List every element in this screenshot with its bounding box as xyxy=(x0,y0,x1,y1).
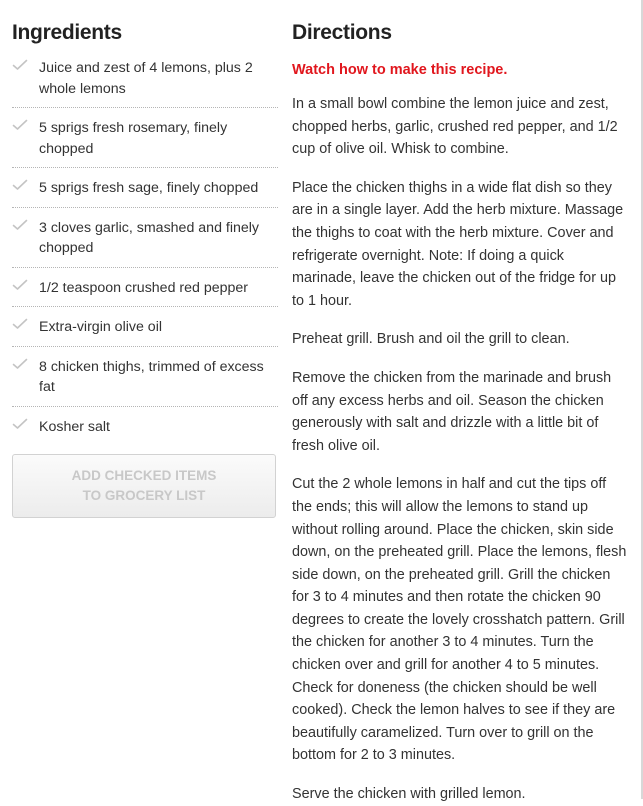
ingredient-item[interactable] xyxy=(12,277,278,308)
watch-video-link[interactable]: Watch how to make this recipe. xyxy=(292,62,508,78)
ingredient-item[interactable] xyxy=(12,177,278,208)
add-to-grocery-list-label: ADD CHECKED ITEMS TO GROCERY LIST xyxy=(71,468,217,503)
direction-step: Preheat grill. Brush and oil the grill to clean. xyxy=(292,331,570,348)
directions-heading: Directions xyxy=(292,21,392,44)
ingredients-section xyxy=(12,19,278,518)
add-to-grocery-list-button[interactable] xyxy=(12,454,276,518)
ingredient-text: Extra-virgin olive oil xyxy=(39,319,162,335)
checkmark-icon[interactable] xyxy=(12,59,28,71)
directions-section xyxy=(292,19,628,806)
ingredient-text: 1/2 teaspoon crushed red pepper xyxy=(39,279,249,296)
checkmark-icon[interactable] xyxy=(12,179,28,191)
ingredient-text: Kosher salt xyxy=(39,418,110,435)
ingredient-text: 5 sprigs fresh rosemary, finely chopped xyxy=(39,120,228,157)
ingredient-item[interactable] xyxy=(12,117,278,168)
ingredient-text: 3 cloves garlic, smashed and finely chopped xyxy=(39,219,260,256)
ingredient-item[interactable] xyxy=(12,356,278,407)
ingredient-text: 8 chicken thighs, trimmed of excess fat xyxy=(39,358,264,395)
ingredients-heading: Ingredients xyxy=(12,21,122,44)
direction-step: Serve the chicken with grilled lemon. xyxy=(292,786,526,803)
checkmark-icon[interactable] xyxy=(12,318,28,330)
direction-step: Cut the 2 whole lemons in half and cut the tips off the ends; this will allow the lemons to stand up without rolling around. Place the chicken, skin side down, on the preheated grill. Place the lemons, flesh side down, on the preheated grill. Grill the chicken for 3 to 4 minutes and then rotate the chicken 90 degrees to create the lovely crosshatch pattern. Grill the chicken for another 3 to 4 minutes. Turn the chicken over and grill for another 4 to 5 minutes. Check for doneness (the chicken should be well cooked). Check the lemon halves to see if they are beautifully caramelized. Turn over to grill on the bottom for 2 to 3 minutes. xyxy=(292,476,627,764)
checkmark-icon[interactable] xyxy=(12,358,28,370)
ingredient-text: Juice and zest of 4 lemons, plus 2 whole lemons xyxy=(39,60,253,97)
ingredient-item[interactable] xyxy=(12,416,278,446)
ingredient-item[interactable] xyxy=(12,57,278,108)
ingredient-item[interactable] xyxy=(12,217,278,268)
ingredient-text: 5 sprigs fresh sage, finely chopped xyxy=(39,180,259,196)
checkmark-icon[interactable] xyxy=(12,119,28,131)
checkmark-icon[interactable] xyxy=(12,418,28,430)
checkmark-icon[interactable] xyxy=(12,279,28,291)
direction-step: Remove the chicken from the marinade and brush off any excess herbs and oil. Season the chicken generously with salt and drizzle with a little bit of fresh olive oil. xyxy=(292,369,612,454)
checkmark-icon[interactable] xyxy=(12,219,28,231)
ingredients-list xyxy=(12,57,278,445)
direction-step: In a small bowl combine the lemon juice and zest, chopped herbs, garlic, crushed red pepper, and 1/2 cup of olive oil. Whisk to combine. xyxy=(292,96,618,158)
ingredient-item[interactable] xyxy=(12,316,278,347)
direction-step: Place the chicken thighs in a wide flat dish so they are in a single layer. Add the herb mixture. Massage the thighs to coat with the herb mixture. Cover and refrigerate overnight. Note: If doing a quick marinade, leave the chicken out of the fridge for up to 1 hour. xyxy=(292,179,624,309)
